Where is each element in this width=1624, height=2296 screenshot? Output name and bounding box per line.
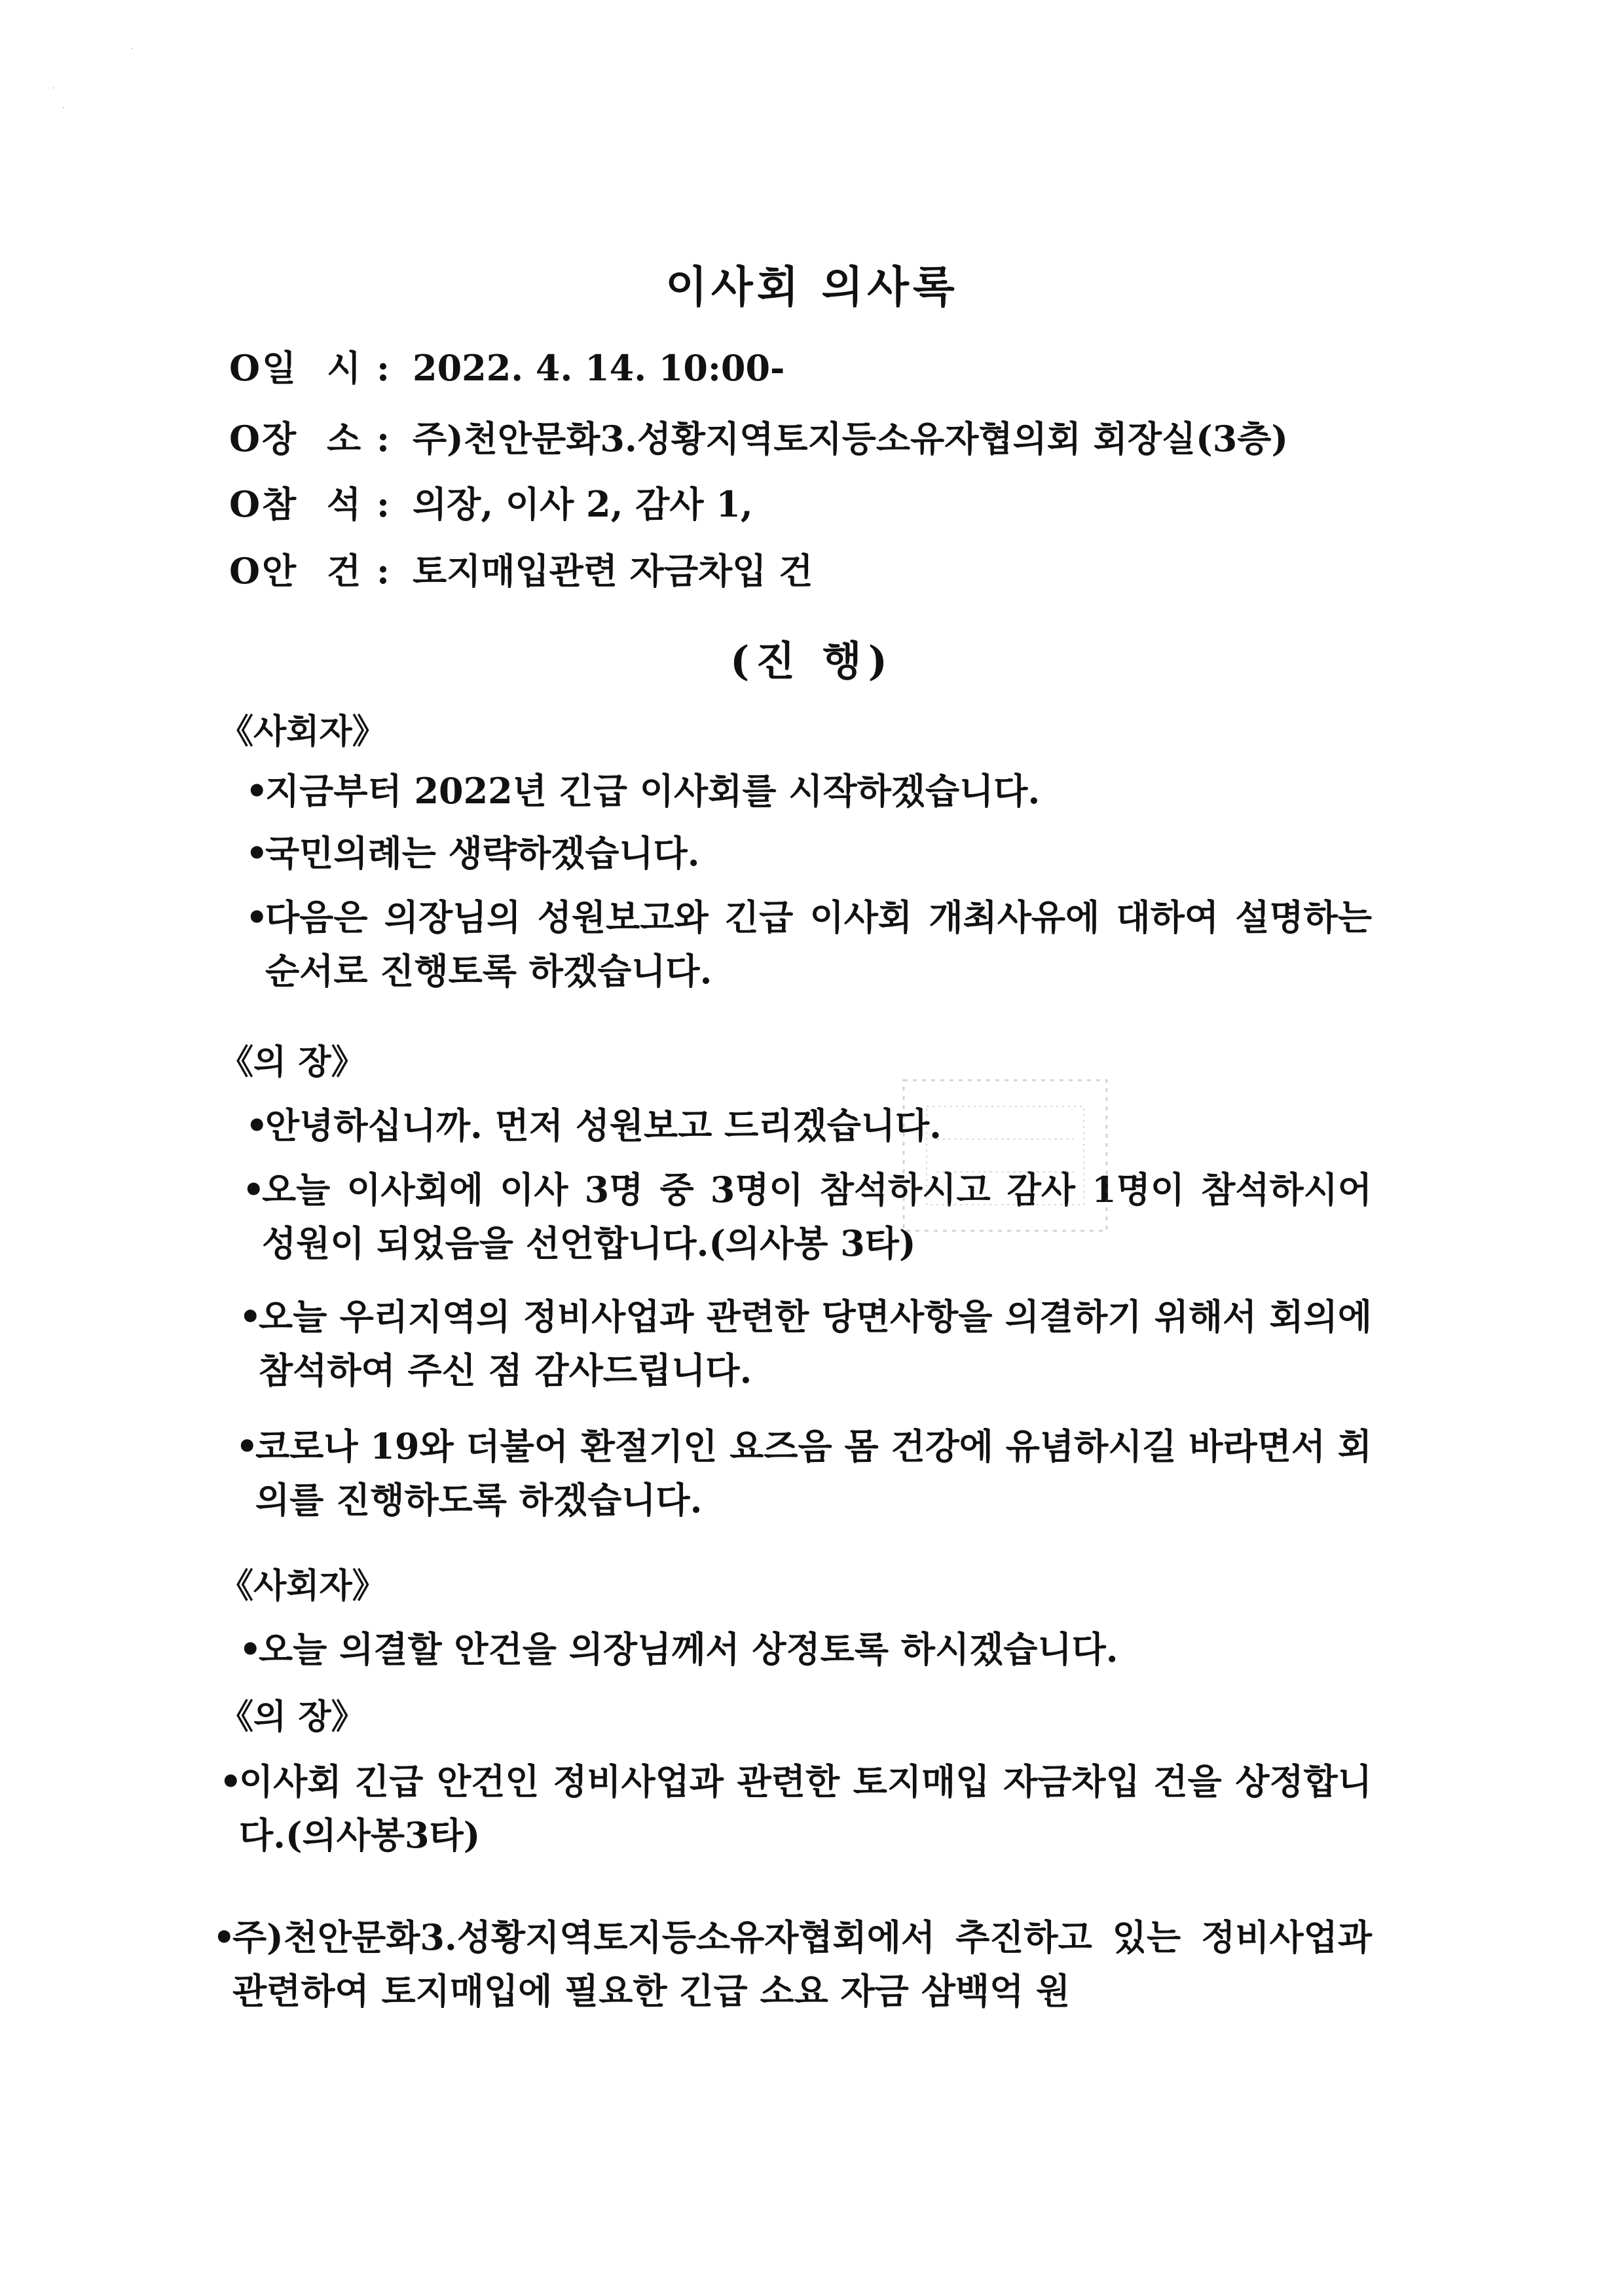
speaker-label: 《사회자》 (219, 712, 386, 752)
bullet-icon: • (246, 770, 268, 812)
list-item (239, 1622, 1372, 1676)
info-agenda: O안 건 : 토지매입관련 자금차입 건 (229, 543, 813, 594)
info-date: O일 시 : 2022. 4. 14. 10:00- (229, 340, 784, 391)
list-item (246, 764, 1372, 818)
item-text: 국민의례는 생략하겠습니다. (265, 832, 700, 874)
info-label: 일 시 (262, 347, 371, 389)
stamp-mark-icon (897, 1074, 1113, 1237)
info-location: O장 소 : 주)천안문화3.성황지역토지등소유자협의회 회장실(3층) (229, 411, 1288, 462)
list-item (213, 1910, 1372, 2018)
list-item (246, 890, 1372, 998)
item-text: 다음은 의장님의 성원보고와 긴급 이사회 개최사유에 대하여 설명하는 순서로 진행토록 하겠습니다. (265, 896, 1372, 992)
info-attendance: O참 석 : 의장, 이사 2, 감사 1, (229, 477, 753, 527)
speaker-label: 《의 장》 (219, 1697, 365, 1737)
list-item (236, 1419, 1372, 1527)
info-value: 의장, 이사 2, 감사 1, (413, 483, 753, 525)
circle-mark: O (229, 550, 261, 592)
item-text: 코로나 19와 더불어 환절기인 요즈음 몸 건강에 유념하시길 바라면서 회의를 진행하도록 하겠습니다. (255, 1425, 1372, 1521)
item-text: 오늘 의결할 안건을 의장님께서 상정토록 하시겠습니다. (259, 1628, 1118, 1670)
info-value: 2022. 4. 14. 10:00- (413, 347, 785, 389)
bullet-icon: • (246, 832, 268, 874)
bullet-icon: • (239, 1628, 262, 1670)
item-text: 오늘 우리지역의 정비사업과 관련한 당면사항을 의결하기 위해서 회의에 참석하여 주신 점 감사드립니다. (259, 1296, 1372, 1391)
section-heading: (진 행) (729, 637, 895, 685)
list-item (246, 826, 1372, 880)
speaker-label: 《사회자》 (219, 1566, 386, 1606)
info-label: 장 소 (262, 418, 371, 460)
info-label: 참 석 (262, 483, 371, 525)
circle-mark: O (229, 347, 261, 389)
bullet-icon: • (242, 1169, 265, 1211)
scan-speck: · (131, 46, 134, 53)
item-text: 이사회 긴급 안건인 정비사업과 관련한 토지매입 자금차입 건을 상정합니다.(의사봉3타) (239, 1760, 1372, 1856)
bullet-icon: • (219, 1760, 242, 1802)
list-item (219, 1755, 1372, 1862)
bullet-icon: • (239, 1296, 262, 1338)
item-text: 지금부터 2022년 긴급 이사회를 시작하겠습니다. (265, 770, 1041, 812)
scan-speck: · (52, 85, 55, 92)
scan-speck: · (62, 105, 65, 112)
document-title: 이사회 의사록 (665, 261, 959, 312)
info-label: 안 건 (262, 550, 371, 592)
circle-mark: O (229, 418, 261, 460)
bullet-icon: • (246, 1104, 268, 1146)
speaker-label: 《의 장》 (219, 1042, 365, 1082)
bullet-icon: • (236, 1425, 259, 1467)
list-item (242, 1163, 1372, 1270)
bullet-icon: • (213, 1916, 236, 1958)
info-value: 주)천안문화3.성황지역토지등소유자협의회 회장실(3층) (413, 418, 1289, 460)
item-text: 주)천안문화3.성황지역토지등소유자협회에서 추진하고 있는 정비사업과 관련하여 토지매입에 필요한 긴급 소요 자금 삼백억 원 (232, 1916, 1372, 2012)
item-text: 오늘 이사회에 이사 3명 중 3명이 참석하시고 감사 1명이 참석하시어 성원이 되었음을 선언합니다.(의사봉 3타) (262, 1169, 1372, 1264)
list-item (246, 1099, 1372, 1152)
item-text: 안녕하십니까. 먼저 성원보고 드리겠습니다. (265, 1104, 942, 1146)
circle-mark: O (229, 483, 261, 525)
info-value: 토지매입관련 자금차입 건 (413, 550, 813, 592)
bullet-icon: • (246, 896, 268, 938)
list-item (239, 1290, 1372, 1397)
